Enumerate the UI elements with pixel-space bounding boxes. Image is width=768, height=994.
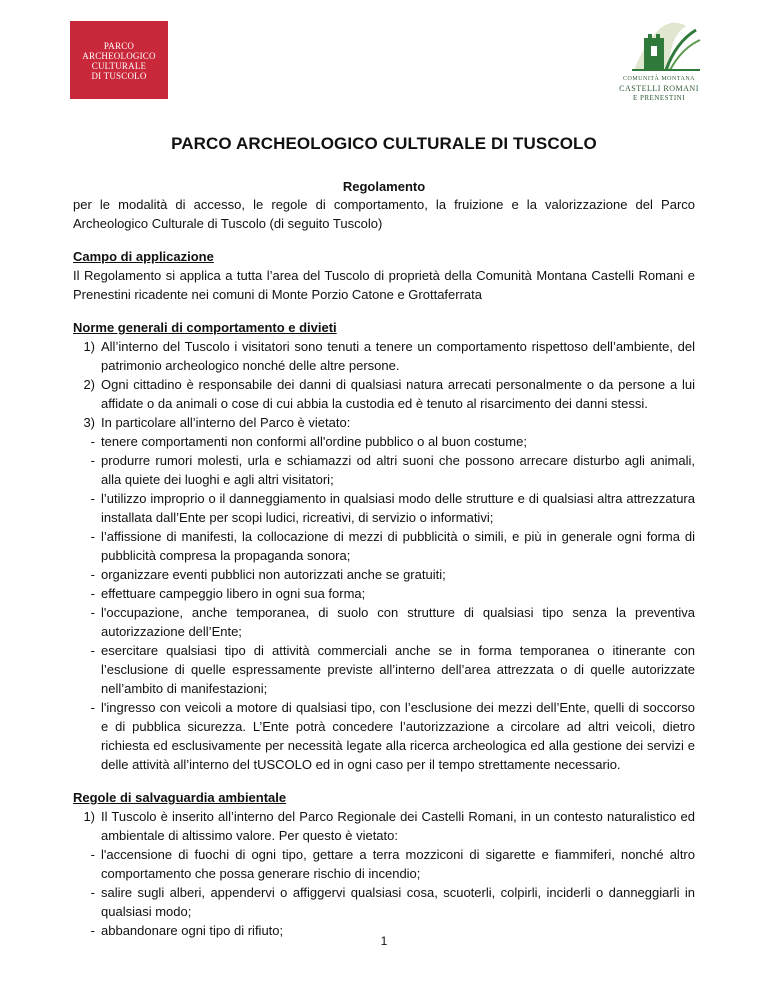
document-subtitle: Regolamento [342,179,426,194]
park-logo [70,21,168,99]
section-heading: Norme generali di comportamento e divieti [73,320,337,335]
list-marker: 1) [83,339,95,354]
list-text: l’utilizzo improprio o il danneggiamento in qualsiasi modo delle strutture e di qualsiasi altra attrezzatura installata dall’Ente per scopi ludici, ricreativi, di servizio o informativi; [101,491,695,525]
list-item [73,603,695,641]
park-logo-line: CULTURALE [91,61,147,71]
list-marker: - [90,529,95,544]
list-item [73,807,695,845]
logo-caption: COMUNITÀ MONTANA [622,76,696,82]
list-marker: - [90,453,95,468]
logo-caption: E PRENESTINI [632,94,686,102]
list-text: In particolare all’interno del Parco è vietato: [101,415,351,430]
document-title: PARCO ARCHEOLOGICO CULTURALE DI TUSCOLO [171,134,597,153]
list-text: l'occupazione, anche temporanea, di suolo con strutture di qualsiasi tipo senza la preventiva autorizzazione dell’Ente; [101,605,695,639]
list-marker: - [90,491,95,506]
list-marker: - [90,885,95,900]
list-item [73,698,695,774]
park-logo-line: ARCHEOLOGICO [82,51,156,61]
list-text: All’interno del Tuscolo i visitatori sono tenuti a tenere un comportamento rispettoso dell’ambiente, del patrimonio archeologico nonché delle altre persone. [101,339,695,373]
list-marker: - [90,643,95,658]
list-item [73,527,695,565]
list-item [73,565,695,584]
list-text: esercitare qualsiasi tipo di attività commerciali anche se in forma temporanea o itinerante con l’esclusione di quelle espressamente previste all’interno dell’area attrezzata o di quelle autorizzate nell’ambito di manifestazioni; [101,643,695,696]
list-item [73,641,695,698]
intro-paragraph: per le modalità di accesso, le regole di comportamento, la fruizione e la valorizzazione del Parco Archeologico Culturale di Tuscolo (di seguito Tuscolo) [73,197,695,231]
section-norme [73,318,695,774]
section-heading: Campo di applicazione [73,249,214,264]
list-item [73,432,695,451]
park-logo-line: DI TUSCOLO [91,71,147,81]
list-item [73,845,695,883]
list-text: l'ingresso con veicoli a motore di qualsiasi tipo, con l’esclusione dei mezzi dell’Ente, quelli di soccorso e di pubblica sicurezza. L’Ente potrà concedere l’autorizzazione a circolare ad altri veicoli, dietro richiesta ed esclusivamente per necessità legate alla ricerca archeologica ed alla gestione dei servizi e delle attività all’interno del tUSCOLO ed in ogni caso per il tempo strettamente necessario. [101,700,695,772]
list-text: Ogni cittadino è responsabile dei danni di qualsiasi natura arrecati personalmente o da persone a lui affidate o da animali o cose di cui abbia la custodia ed è tenuto al risarcimento dei danni stessi. [101,377,695,411]
section-campo [73,247,695,304]
list-item [73,451,695,489]
list-text: l’affissione di manifesti, la collocazione di mezzi di pubblicità o simili, e più in generale ogni forma di pubblicità compresa la propaganda sonora; [101,529,695,563]
list-marker: 1) [83,809,95,824]
list-marker: - [90,700,95,715]
list-item [73,489,695,527]
list-marker: - [90,434,95,449]
list-marker: - [90,567,95,582]
park-logo-line: PARCO [103,41,135,51]
page-number: 1 [380,934,388,948]
list-text: effettuare campeggio libero in ogni sua forma; [101,586,366,601]
list-text: salire sugli alberi, appendervi o affiggervi qualsiasi cosa, scuoterli, colpirli, inciderli o danneggiarli in qualsiasi modo; [101,885,695,919]
section-heading: Regole di salvaguardia ambientale [73,790,287,805]
list-item [73,337,695,375]
list-item [73,413,695,432]
section-salvaguardia [73,788,695,940]
list-marker: 2) [83,377,95,392]
section-paragraph: Il Regolamento si applica a tutta l’area del Tuscolo di proprietà della Comunità Montana Castelli Romani e Prenestini ricadente nei comuni di Monte Porzio Catone e Grottaferrata [73,268,695,302]
tower-emblem-icon [604,12,714,76]
list-item [73,375,695,413]
list-text: abbandonare ogni tipo di rifiuto; [101,923,284,938]
document-body [73,195,695,940]
list-marker: - [90,605,95,620]
list-text: l'accensione di fuochi di ogni tipo, gettare a terra mozziconi di sigarette e fiammiferi, nonché altro comportamento che possa generare rischio di incendio; [101,847,695,881]
list-text: organizzare eventi pubblici non autorizzati anche se gratuiti; [101,567,446,582]
list-marker: - [90,847,95,862]
list-item [73,883,695,921]
list-text: Il Tuscolo è inserito all’interno del Parco Regionale dei Castelli Romani, in un contesto naturalistico ed ambientale di altissimo valore. Per questo è vietato: [101,809,695,843]
list-text: tenere comportamenti non conformi all'ordine pubblico o al buon costume; [101,434,527,449]
list-marker: - [90,586,95,601]
list-item [73,584,695,603]
logo-caption: CASTELLI ROMANI [619,84,699,93]
comunita-montana-logo [604,12,714,108]
list-marker: - [90,923,95,938]
list-marker: 3) [83,415,95,430]
list-text: produrre rumori molesti, urla e schiamazzi od altri suoni che possono arrecare disturbo agli animali, alla quiete dei luoghi e agli altri visitatori; [101,453,695,487]
